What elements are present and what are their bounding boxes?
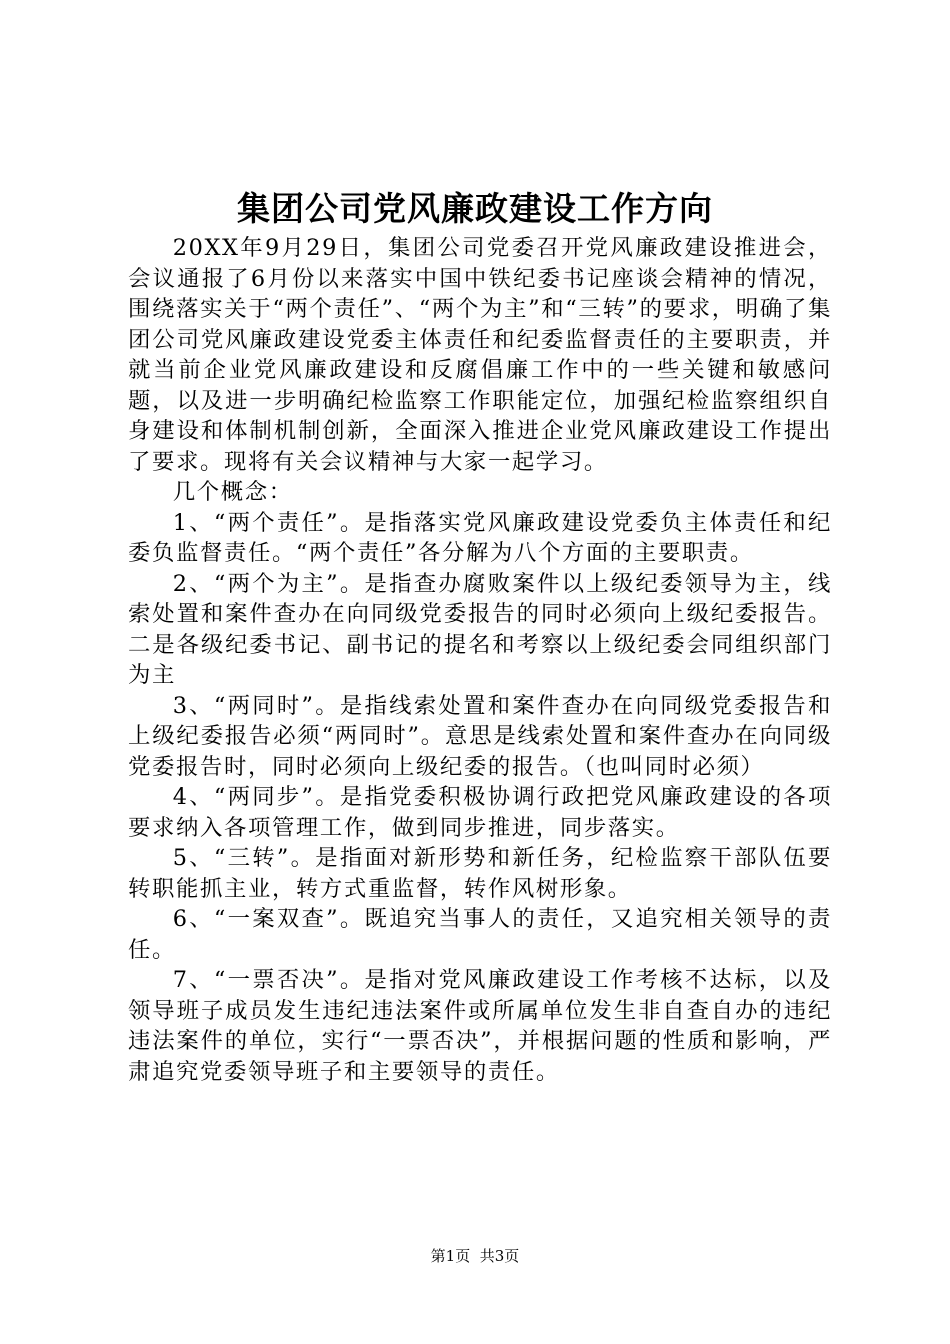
page-total: 共3页 [479,1247,520,1265]
body-paragraph: 20XX年9月29日，集团公司党委召开党风廉政建设推进会，会议通报了6月份以来落实中国中铁纪委书记座谈会精神的情况，围绕落实关于“两个责任”、“两个为主”和“三转”的要求，明确了集团公司党风廉政建设党委主体责任和纪委监督责任的主要职责，并就当前企业党风廉政建设和反腐倡廉工作中的一些关键和敏感问题，以及进一步明确纪检监察工作职能定位，加强纪检监察组织自身建设和体制机制创新，全面深入推进企业党风廉政建设工作提出了要求。现将有关会议精神与大家一起学习。 [128,235,832,475]
document-body [128,233,832,1087]
document-title: 集团公司党风廉政建设工作方向 [237,189,713,228]
body-paragraph: 7、“一票否决”。是指对党风廉政建设工作考核不达标，以及领导班子成员发生违纪违法案件或所属单位发生非自查自办的违纪违法案件的单位，实行“一票否决”，并根据问题的性质和影响，严肃追究党委领导班子和主要领导的责任。 [128,967,832,1085]
body-paragraph: 3、“两同时”。是指线索处置和案件查办在向同级党委报告和上级纪委报告必须“两同时”。意思是线索处置和案件查办在向同级党委报告时，同时必须向上级纪委的报告。（也叫同时必须） [128,692,832,780]
body-paragraph: 5、“三转”。是指面对新形势和新任务，纪检监察干部队伍要转职能抓主业，转方式重监督，转作风树形象。 [128,845,832,902]
body-paragraph: 几个概念： [172,479,293,505]
page-footer [0,1246,950,1266]
body-paragraph: 2、“两个为主”。是指查办腐败案件以上级纪委领导为主，线索处置和案件查办在向同级党委报告的同时必须向上级纪委报告。二是各级纪委书记、副书记的提名和考察以上级纪委会同组织部门为主 [128,570,832,688]
body-paragraph: 6、“一案双查”。既追究当事人的责任，又追究相关领导的责任。 [128,906,832,963]
body-paragraph: 4、“两同步”。是指党委积极协调行政把党风廉政建设的各项要求纳入各项管理工作，做到同步推进，同步落实。 [128,784,832,841]
page-number: 第1页 [430,1247,471,1265]
body-paragraph: 1、“两个责任”。是指落实党风廉政建设党委负主体责任和纪委负监督责任。“两个责任”各分解为八个方面的主要职责。 [128,509,832,566]
